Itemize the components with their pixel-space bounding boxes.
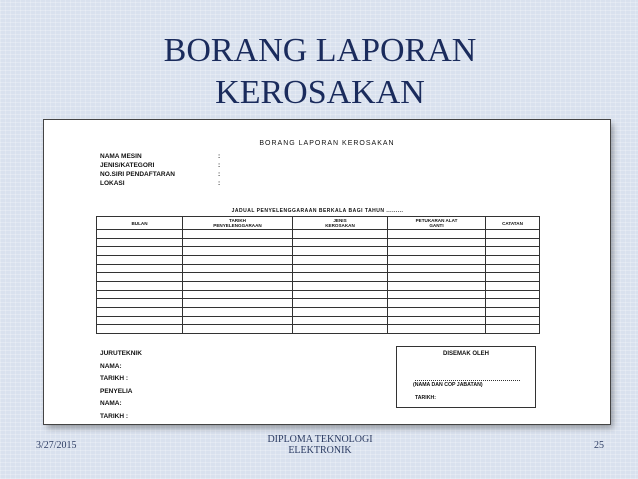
table-cell bbox=[486, 247, 540, 256]
table-row bbox=[97, 325, 540, 334]
table-title: JADUAL PENYELENGGARAAN BERKALA BAGI TAHUN ......... bbox=[231, 208, 404, 214]
slide-title-line2: KEROSAKAN bbox=[215, 74, 425, 111]
table-cell bbox=[183, 238, 293, 247]
table-cell bbox=[183, 255, 293, 264]
table-cell bbox=[97, 238, 183, 247]
table-row bbox=[97, 255, 540, 264]
table-cell bbox=[97, 273, 183, 282]
table-cell bbox=[388, 290, 486, 299]
maintenance-table bbox=[96, 216, 540, 334]
table-cell bbox=[486, 316, 540, 325]
table-cell bbox=[97, 264, 183, 273]
table-cell bbox=[293, 325, 388, 334]
field-colon: : bbox=[218, 153, 221, 160]
table-cell bbox=[293, 264, 388, 273]
table-cell bbox=[486, 281, 540, 290]
table-cell bbox=[388, 299, 486, 308]
table-cell bbox=[183, 273, 293, 282]
table-body bbox=[97, 230, 540, 334]
table-cell bbox=[486, 290, 540, 299]
table-cell bbox=[293, 255, 388, 264]
column-header: PETUKARAN ALAT GANTI bbox=[388, 217, 486, 230]
table-cell bbox=[97, 247, 183, 256]
approval-box bbox=[396, 346, 536, 408]
column-header: TARIKH PENYELENGGARAAN bbox=[183, 217, 293, 230]
approval-role: (NAMA DAN COP JABATAN) bbox=[413, 382, 483, 388]
field-row bbox=[100, 152, 220, 161]
table-cell bbox=[293, 247, 388, 256]
footer-center-line1: DIPLOMA TEKNOLOGI bbox=[267, 434, 373, 445]
table-cell bbox=[97, 307, 183, 316]
table-row bbox=[97, 307, 540, 316]
approval-title: DISEMAK OLEH bbox=[442, 351, 489, 357]
approval-date: TARIKH: bbox=[415, 395, 436, 401]
slide-title-line1: BORANG LAPORAN bbox=[163, 32, 477, 69]
table-cell bbox=[486, 238, 540, 247]
table-cell bbox=[97, 281, 183, 290]
column-header: CATATAN bbox=[486, 217, 540, 230]
field-colon: : bbox=[218, 162, 221, 169]
table-cell bbox=[388, 307, 486, 316]
table-cell bbox=[183, 290, 293, 299]
signature-label: NAMA: bbox=[100, 400, 122, 407]
signature-label: NAMA: bbox=[100, 362, 122, 370]
column-header: JENIS KEROSAKAN bbox=[293, 217, 388, 230]
table-row bbox=[97, 238, 540, 247]
table-cell bbox=[183, 299, 293, 308]
table-cell bbox=[388, 238, 486, 247]
table-cell bbox=[388, 230, 486, 239]
field-label: NAMA MESIN bbox=[100, 153, 142, 160]
signature-label: TARIKH : bbox=[100, 375, 129, 382]
field-label: JENIS/KATEGORI bbox=[100, 162, 155, 169]
table-cell bbox=[388, 247, 486, 256]
field-colon: : bbox=[218, 171, 221, 178]
table-cell bbox=[388, 264, 486, 273]
table-cell bbox=[293, 290, 388, 299]
page-number: 25 bbox=[594, 440, 604, 451]
table-row bbox=[97, 290, 540, 299]
table-cell bbox=[486, 325, 540, 334]
table-cell bbox=[388, 281, 486, 290]
table-cell bbox=[293, 230, 388, 239]
table-cell bbox=[486, 273, 540, 282]
signature-fields bbox=[100, 348, 142, 423]
table-cell bbox=[486, 230, 540, 239]
signature-label: PENYELIA bbox=[100, 387, 133, 395]
column-header: BULAN bbox=[97, 217, 183, 230]
table-cell bbox=[293, 307, 388, 316]
table-cell bbox=[97, 290, 183, 299]
signature-label: JURUTEKNIK bbox=[100, 350, 142, 357]
table-cell bbox=[486, 255, 540, 264]
table-cell bbox=[183, 316, 293, 325]
field-label: NO.SIRI PENDAFTARAN bbox=[100, 171, 175, 178]
table-cell bbox=[388, 325, 486, 334]
table-cell bbox=[293, 316, 388, 325]
field-row bbox=[100, 179, 220, 188]
table-cell bbox=[293, 273, 388, 282]
form-info-fields bbox=[100, 152, 220, 188]
table-cell bbox=[486, 264, 540, 273]
table-cell bbox=[183, 325, 293, 334]
signature-line bbox=[415, 380, 520, 381]
table-header-row bbox=[97, 217, 540, 230]
table-cell bbox=[97, 325, 183, 334]
table-cell bbox=[388, 255, 486, 264]
footer-center-line2: ELEKTRONIK bbox=[288, 445, 352, 456]
table-row bbox=[97, 273, 540, 282]
form-title: BORANG LAPORAN KEROSAKAN bbox=[259, 140, 395, 147]
form-document bbox=[44, 120, 610, 424]
table-cell bbox=[97, 255, 183, 264]
field-row bbox=[100, 170, 220, 179]
signature-label: TARIKH : bbox=[100, 412, 129, 420]
table-cell bbox=[183, 230, 293, 239]
field-label: LOKASI bbox=[100, 180, 125, 187]
field-row bbox=[100, 161, 220, 170]
table-cell bbox=[293, 238, 388, 247]
table-cell bbox=[97, 316, 183, 325]
table-row bbox=[97, 230, 540, 239]
table-cell bbox=[97, 230, 183, 239]
table-cell bbox=[183, 264, 293, 273]
table-row bbox=[97, 247, 540, 256]
footer-center bbox=[240, 434, 400, 456]
field-colon: : bbox=[218, 180, 221, 187]
footer-date: 3/27/2015 bbox=[36, 440, 77, 451]
table-row bbox=[97, 299, 540, 308]
table-cell bbox=[183, 307, 293, 316]
table-cell bbox=[293, 281, 388, 290]
table-cell bbox=[183, 281, 293, 290]
table-row bbox=[97, 264, 540, 273]
table-cell bbox=[97, 299, 183, 308]
slide-title bbox=[110, 30, 530, 114]
table-cell bbox=[183, 247, 293, 256]
table-cell bbox=[486, 299, 540, 308]
table-row bbox=[97, 281, 540, 290]
table-cell bbox=[293, 299, 388, 308]
table-cell bbox=[388, 273, 486, 282]
table-row bbox=[97, 316, 540, 325]
table-cell bbox=[486, 307, 540, 316]
table-cell bbox=[388, 316, 486, 325]
